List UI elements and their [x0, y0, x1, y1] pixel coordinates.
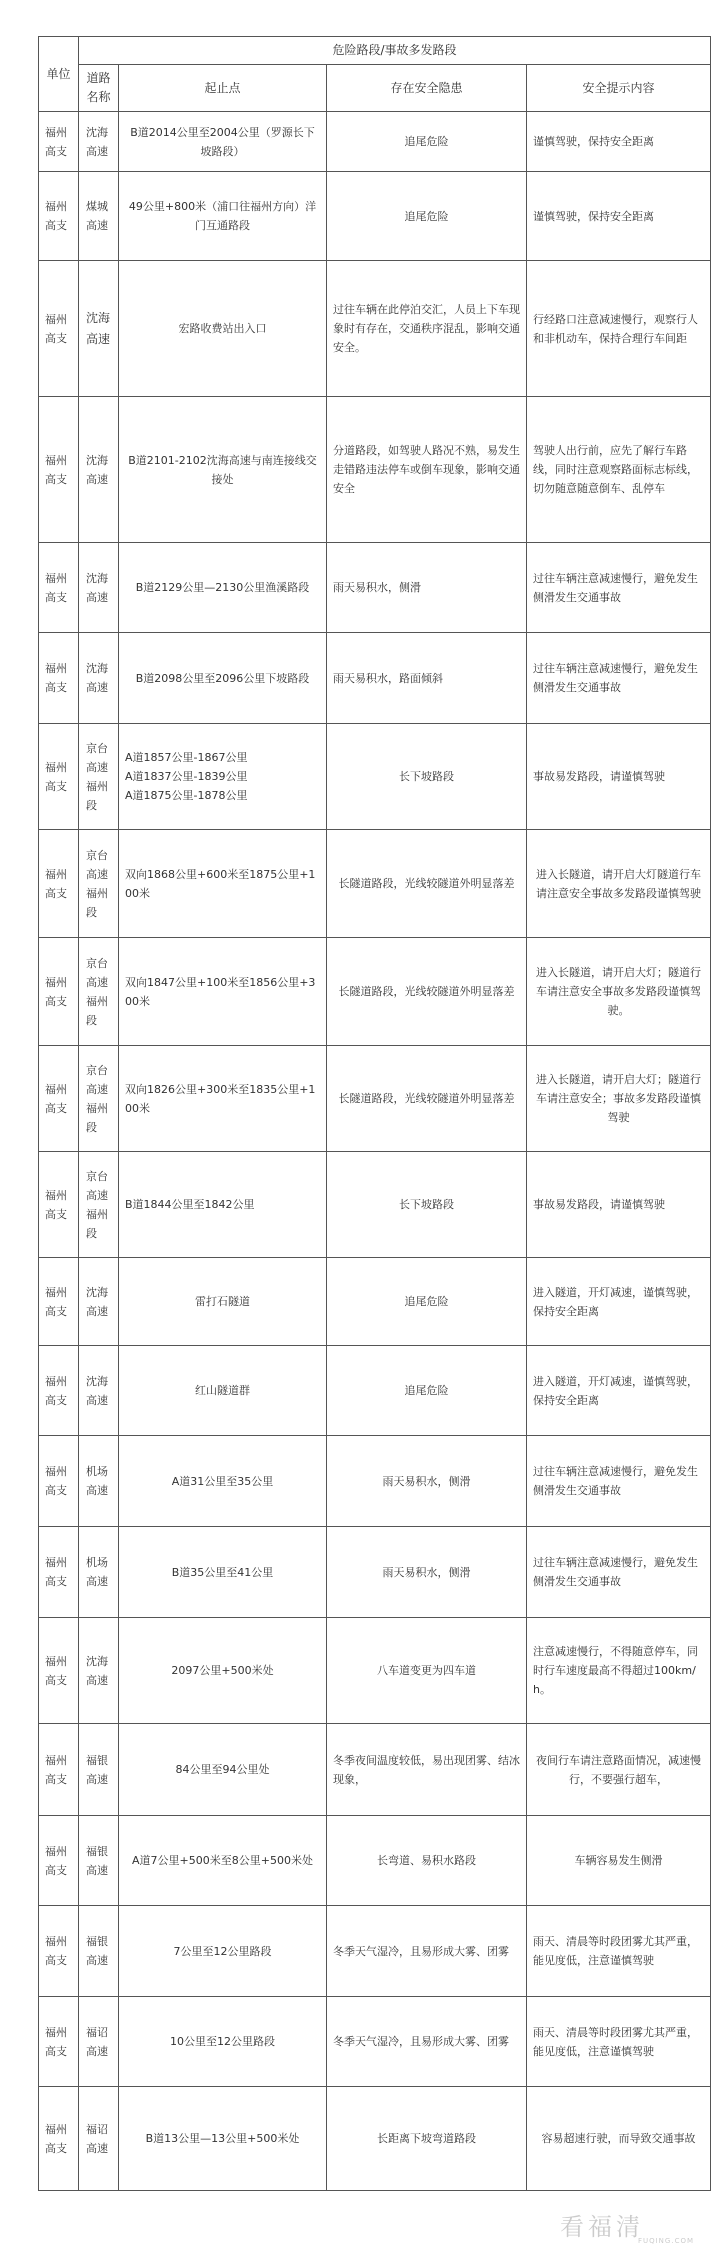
- cell-range: B道2098公里至2096公里下坡路段: [119, 633, 327, 724]
- table-row: [39, 543, 711, 633]
- cell-range: 84公里至94公里处: [119, 1724, 327, 1816]
- table-row: [39, 2087, 711, 2191]
- cell-range: 2097公里+500米处: [119, 1618, 327, 1724]
- cell-risk: 雨天易积水，侧滑: [327, 1527, 527, 1618]
- cell-range: [119, 724, 327, 830]
- cell-risk: 长隧道路段，光线较隧道外明显落差: [327, 1046, 527, 1152]
- cell-range: B道35公里至41公里: [119, 1527, 327, 1618]
- cell-road: 沈海高速: [79, 261, 119, 397]
- cell-unit: 福州高支: [39, 1997, 79, 2087]
- cell-tip: 过往车辆注意减速慢行，避免发生侧滑发生交通事故: [527, 1436, 711, 1527]
- cell-road: 沈海高速: [79, 1346, 119, 1436]
- cell-road: 福银高速: [79, 1906, 119, 1997]
- header-tip: 安全提示内容: [527, 65, 711, 112]
- cell-tip: 容易超速行驶，而导致交通事故: [527, 2087, 711, 2191]
- cell-range: B道2129公里—2130公里渔溪路段: [119, 543, 327, 633]
- cell-range: 10公里至12公里路段: [119, 1997, 327, 2087]
- cell-range: B道2014公里至2004公里（罗源长下坡路段）: [119, 112, 327, 172]
- cell-risk: 雨天易积水，侧滑: [327, 1436, 527, 1527]
- cell-road: 沈海高速: [79, 112, 119, 172]
- cell-unit: 福州高支: [39, 1046, 79, 1152]
- cell-unit: 福州高支: [39, 261, 79, 397]
- cell-tip: 雨天、清晨等时段团雾尤其严重，能见度低，注意谨慎驾驶: [527, 1997, 711, 2087]
- cell-road: 沈海高速: [79, 1258, 119, 1346]
- cell-tip: 事故易发路段，请谨慎驾驶: [527, 724, 711, 830]
- table-row: [39, 261, 711, 397]
- cell-unit: 福州高支: [39, 1152, 79, 1258]
- table-title: 危险路段/事故多发路段: [79, 37, 711, 65]
- table-row: [39, 1152, 711, 1258]
- cell-range: 双向1826公里+300米至1835公里+100米: [119, 1046, 327, 1152]
- cell-tip: 雨天、清晨等时段团雾尤其严重，能见度低，注意谨慎驾驶: [527, 1906, 711, 1997]
- cell-unit: 福州高支: [39, 1618, 79, 1724]
- cell-tip: 过往车辆注意减速慢行，避免发生侧滑发生交通事故: [527, 633, 711, 724]
- table-row: [39, 938, 711, 1046]
- table-row: [39, 724, 711, 830]
- cell-tip: 驾驶人出行前，应先了解行车路线，同时注意观察路面标志标线，切勿随意随意倒车、乱停车: [527, 397, 711, 543]
- table-row: [39, 1906, 711, 1997]
- table-row: [39, 172, 711, 261]
- cell-risk: 长下坡路段: [327, 1152, 527, 1258]
- cell-unit: 福州高支: [39, 1436, 79, 1527]
- range-line: A道1857公里-1867公里: [125, 751, 248, 764]
- cell-range: B道1844公里至1842公里: [119, 1152, 327, 1258]
- cell-risk: 雨天易积水，侧滑: [327, 543, 527, 633]
- cell-risk: 分道路段，如驾驶人路况不熟，易发生走错路违法停车或倒车现象，影响交通安全: [327, 397, 527, 543]
- cell-unit: 福州高支: [39, 112, 79, 172]
- cell-risk: 过往车辆在此停泊交汇，人员上下车现象时有存在，交通秩序混乱，影响交通安全。: [327, 261, 527, 397]
- cell-tip: 事故易发路段，请谨慎驾驶: [527, 1152, 711, 1258]
- table-row: [39, 112, 711, 172]
- table-row: [39, 1816, 711, 1906]
- cell-unit: 福州高支: [39, 1816, 79, 1906]
- cell-risk: 长弯道、易积水路段: [327, 1816, 527, 1906]
- cell-unit: 福州高支: [39, 830, 79, 938]
- cell-risk: 长隧道路段，光线较隧道外明显落差: [327, 938, 527, 1046]
- cell-tip: 谨慎驾驶，保持安全距离: [527, 112, 711, 172]
- cell-road: 福银高速: [79, 1724, 119, 1816]
- cell-unit: 福州高支: [39, 1258, 79, 1346]
- cell-range: 宏路收费站出入口: [119, 261, 327, 397]
- cell-risk: 追尾危险: [327, 1346, 527, 1436]
- header-row-1: [39, 37, 711, 65]
- cell-range: 雷打石隧道: [119, 1258, 327, 1346]
- cell-risk: 长隧道路段，光线较隧道外明显落差: [327, 830, 527, 938]
- cell-road: 福诏高速: [79, 1997, 119, 2087]
- table-row: [39, 830, 711, 938]
- cell-tip: 进入隧道，开灯减速，谨慎驾驶，保持安全距离: [527, 1258, 711, 1346]
- cell-road: 机场高速: [79, 1436, 119, 1527]
- cell-tip: 谨慎驾驶，保持安全距离: [527, 172, 711, 261]
- cell-road: 福银高速: [79, 1816, 119, 1906]
- cell-risk: 追尾危险: [327, 112, 527, 172]
- cell-range: 红山隧道群: [119, 1346, 327, 1436]
- cell-road: 福诏高速: [79, 2087, 119, 2191]
- table-row: [39, 1346, 711, 1436]
- cell-road: 沈海高速: [79, 1618, 119, 1724]
- cell-road: 京台高速福州段: [79, 830, 119, 938]
- cell-unit: 福州高支: [39, 172, 79, 261]
- header-row-2: [39, 65, 711, 112]
- cell-risk: 长下坡路段: [327, 724, 527, 830]
- cell-tip: 车辆容易发生侧滑: [527, 1816, 711, 1906]
- cell-risk: 长距离下坡弯道路段: [327, 2087, 527, 2191]
- table-row: [39, 1258, 711, 1346]
- cell-road: 京台高速福州段: [79, 938, 119, 1046]
- cell-unit: 福州高支: [39, 1724, 79, 1816]
- cell-road: 京台高速福州段: [79, 1152, 119, 1258]
- cell-unit: 福州高支: [39, 1527, 79, 1618]
- cell-road: 京台高速福州段: [79, 724, 119, 830]
- table-row: [39, 1724, 711, 1816]
- cell-road: 机场高速: [79, 1527, 119, 1618]
- cell-tip: 夜间行车请注意路面情况，减速慢行，不要强行超车，: [527, 1724, 711, 1816]
- cell-tip: 行经路口注意减速慢行，观察行人和非机动车，保持合理行车间距: [527, 261, 711, 397]
- cell-tip: 进入隧道，开灯减速，谨慎驾驶，保持安全距离: [527, 1346, 711, 1436]
- cell-tip: 进入长隧道，请开启大灯；隧道行车请注意安全；事故多发路段谨慎驾驶: [527, 1046, 711, 1152]
- cell-risk: 追尾危险: [327, 1258, 527, 1346]
- cell-tip: 过往车辆注意减速慢行，避免发生侧滑发生交通事故: [527, 1527, 711, 1618]
- table-row: [39, 1436, 711, 1527]
- cell-tip: 进入长隧道，请开启大灯隧道行车请注意安全事故多发路段谨慎驾驶: [527, 830, 711, 938]
- cell-risk: 追尾危险: [327, 172, 527, 261]
- cell-road: 京台高速福州段: [79, 1046, 119, 1152]
- cell-risk: 冬季夜间温度较低，易出现团雾、结冰现象，: [327, 1724, 527, 1816]
- cell-range: B道2101-2102沈海高速与南连接线交接处: [119, 397, 327, 543]
- cell-risk: 冬季天气湿冷，且易形成大雾、团雾: [327, 1906, 527, 1997]
- cell-road: 沈海高速: [79, 543, 119, 633]
- cell-range: 49公里+800米（浦口往福州方向）洋门互通路段: [119, 172, 327, 261]
- cell-tip: 过往车辆注意减速慢行，避免发生侧滑发生交通事故: [527, 543, 711, 633]
- cell-range: B道13公里—13公里+500米处: [119, 2087, 327, 2191]
- header-risk: 存在安全隐患: [327, 65, 527, 112]
- cell-tip: 注意减速慢行，不得随意停车，同时行车速度最高不得超过100km/h。: [527, 1618, 711, 1724]
- cell-unit: 福州高支: [39, 397, 79, 543]
- cell-unit: 福州高支: [39, 633, 79, 724]
- cell-risk: 八车道变更为四车道: [327, 1618, 527, 1724]
- cell-range: 7公里至12公里路段: [119, 1906, 327, 1997]
- table-row: [39, 633, 711, 724]
- cell-road: 沈海高速: [79, 633, 119, 724]
- cell-tip: 进入长隧道，请开启大灯；隧道行车请注意安全事故多发路段谨慎驾驶。: [527, 938, 711, 1046]
- cell-range: 双向1868公里+600米至1875公里+100米: [119, 830, 327, 938]
- cell-range: 双向1847公里+100米至1856公里+300米: [119, 938, 327, 1046]
- cell-range: A道31公里至35公里: [119, 1436, 327, 1527]
- header-unit: 单位: [39, 37, 79, 112]
- cell-unit: 福州高支: [39, 1906, 79, 1997]
- cell-risk: 雨天易积水，路面倾斜: [327, 633, 527, 724]
- watermark-subtext: FUQING.COM: [637, 2237, 694, 2245]
- cell-unit: 福州高支: [39, 2087, 79, 2191]
- cell-unit: 福州高支: [39, 724, 79, 830]
- header-range: 起止点: [119, 65, 327, 112]
- table-row: [39, 1046, 711, 1152]
- cell-risk: 冬季天气湿冷，且易形成大雾、团雾: [327, 1997, 527, 2087]
- cell-unit: 福州高支: [39, 938, 79, 1046]
- cell-unit: 福州高支: [39, 1346, 79, 1436]
- range-line: A道1837公里-1839公里: [125, 770, 248, 783]
- range-line: A道1875公里-1878公里: [125, 789, 248, 802]
- table-row: [39, 1997, 711, 2087]
- watermark-logo: 看福清: [560, 2213, 644, 2241]
- table-row: [39, 397, 711, 543]
- header-road: 道路名称: [79, 65, 119, 112]
- table-row: [39, 1527, 711, 1618]
- table-row: [39, 1618, 711, 1724]
- cell-road: 沈海高速: [79, 397, 119, 543]
- cell-unit: 福州高支: [39, 543, 79, 633]
- hazard-table: [38, 36, 711, 2191]
- cell-road: 煤城高速: [79, 172, 119, 261]
- cell-range: A道7公里+500米至8公里+500米处: [119, 1816, 327, 1906]
